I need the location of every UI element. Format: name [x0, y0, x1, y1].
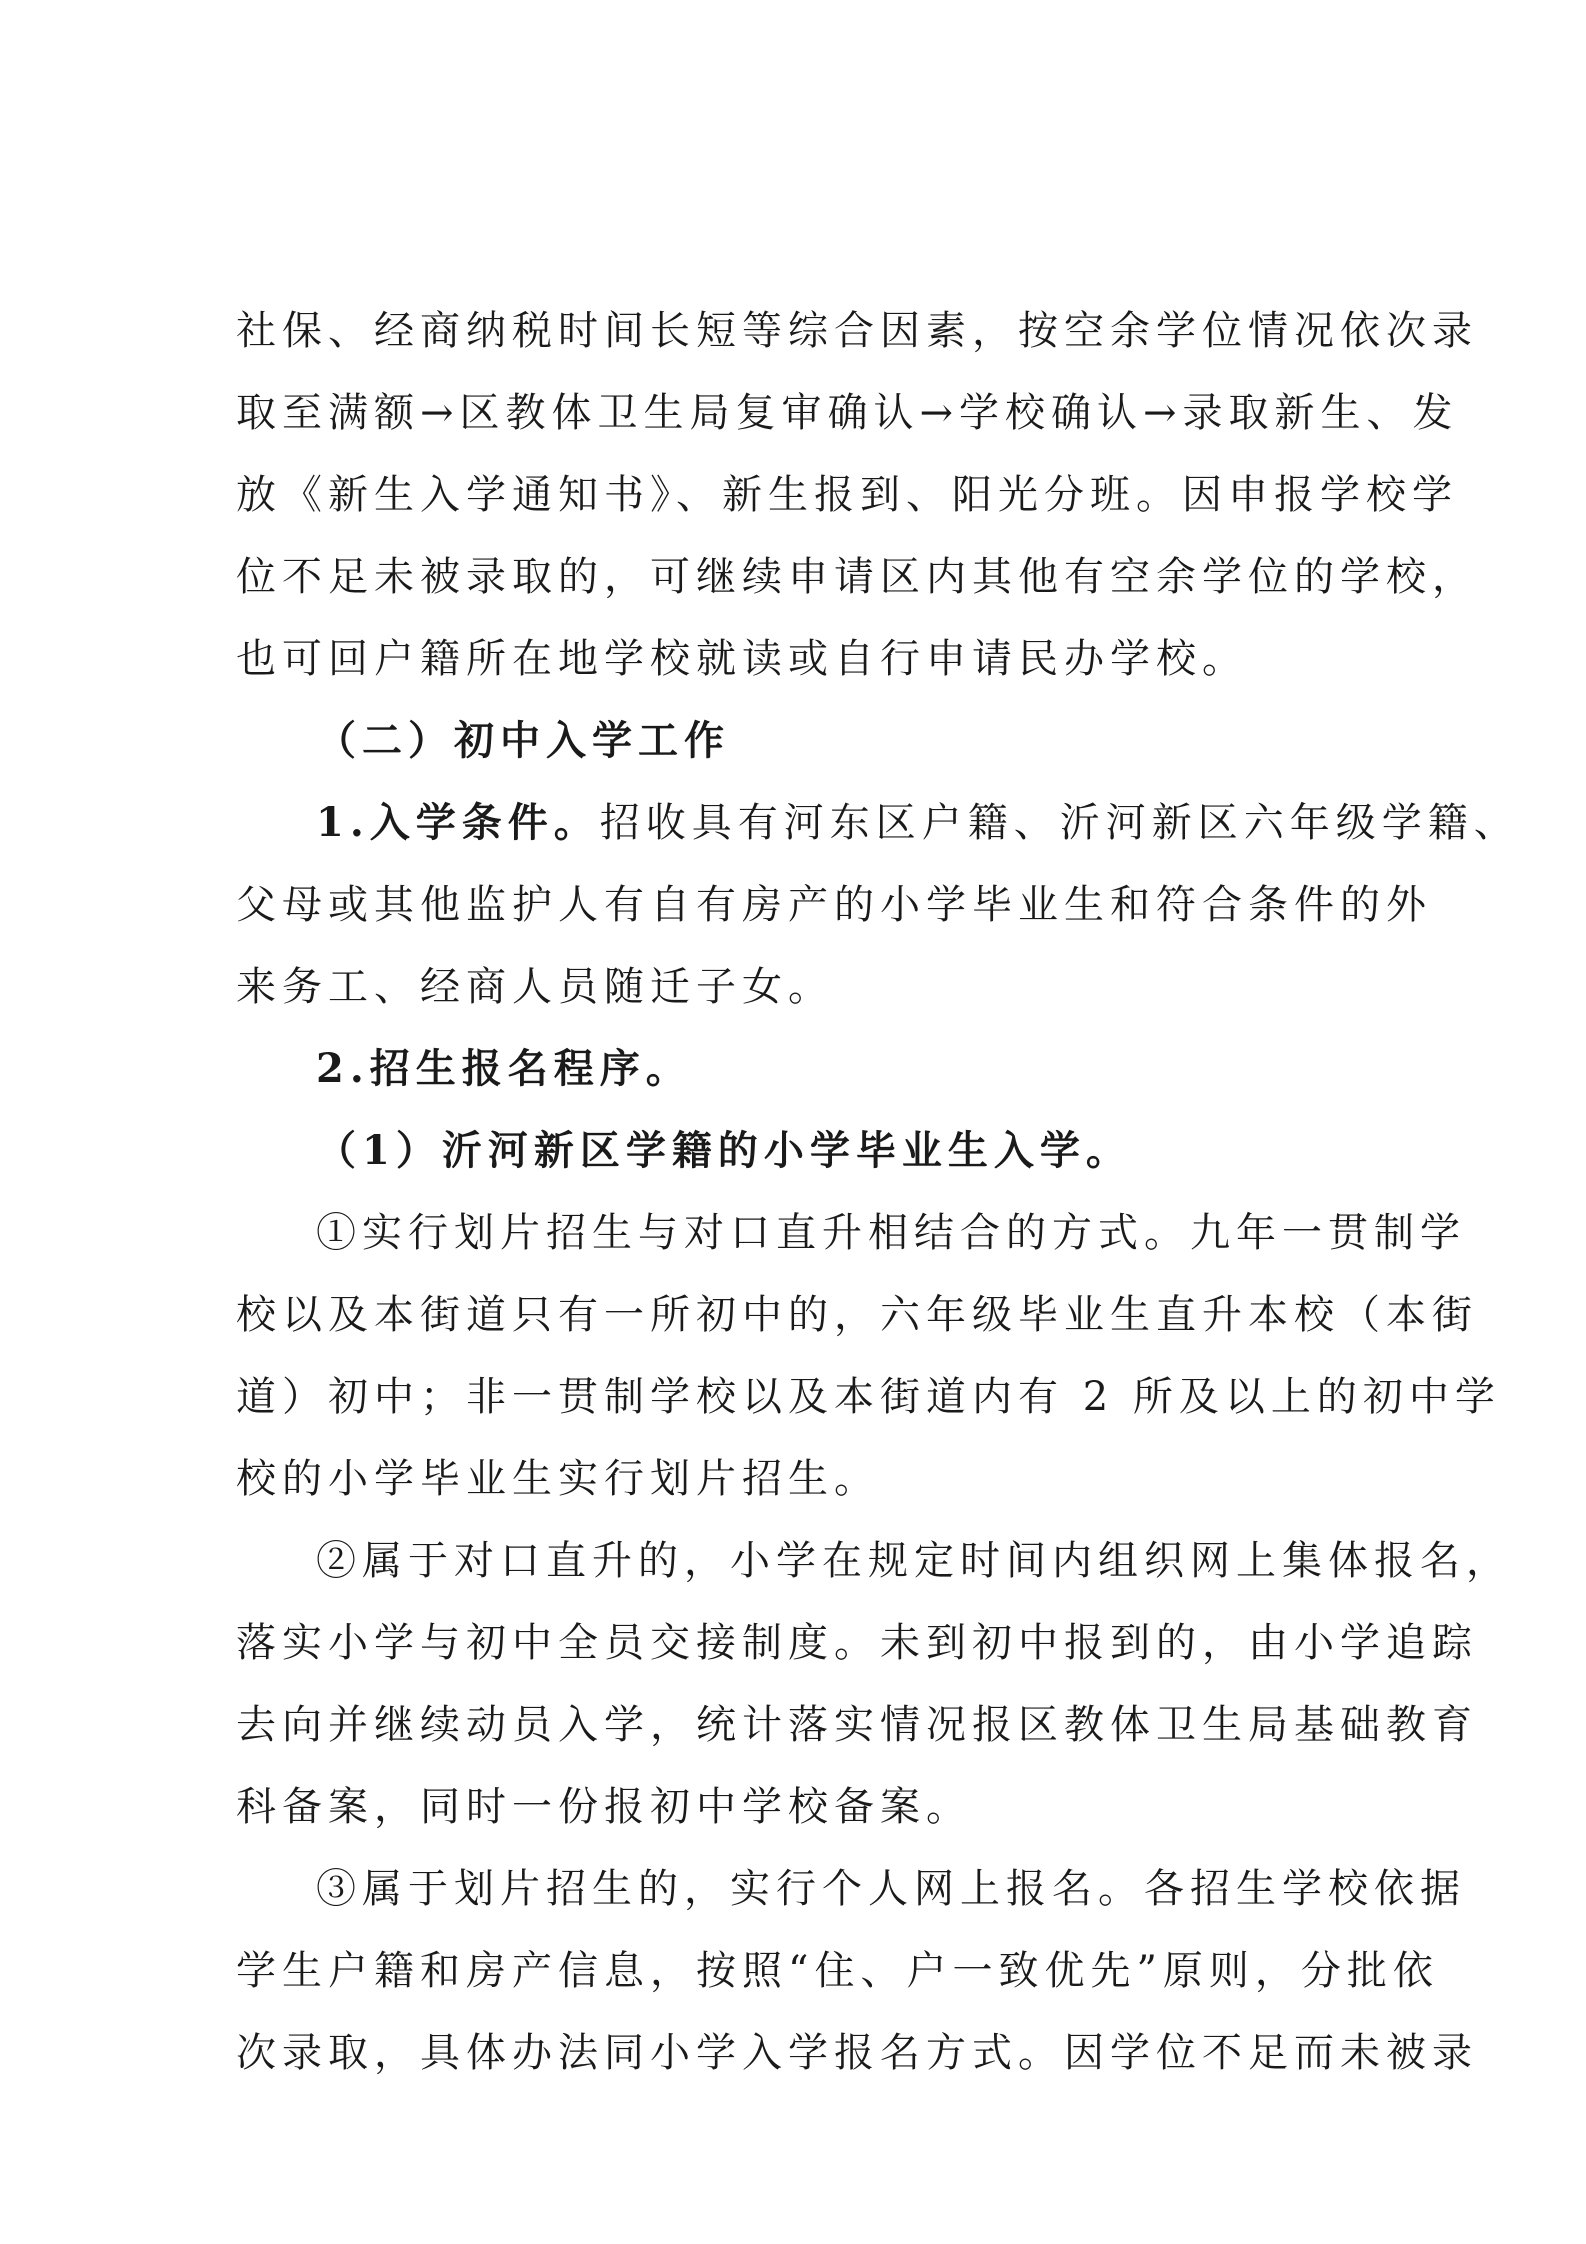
document-body [236, 290, 1520, 2094]
paragraph-line: 取至满额→区教体卫生局复审确认→学校确认→录取新生、发 [236, 390, 1459, 436]
paragraph-line: 次录取，具体办法同小学入学报名方式。因学位不足而未被录 [236, 2030, 1478, 2076]
paragraph-line: 放《新生入学通知书》、新生报到、阳光分班。因申报学校学 [236, 472, 1458, 518]
paragraph-line: 校以及本街道只有一所初中的，六年级毕业生直升本校（本街 [236, 1292, 1478, 1338]
subheading: （1）沂河新区学籍的小学毕业生入学。 [316, 1127, 1132, 1174]
subheading: 2.招生报名程序。 [316, 1045, 692, 1092]
paragraph-line: 道）初中；非一贯制学校以及本街道内有 2 所及以上的初中学 [236, 1374, 1501, 1420]
paragraph-line: 社保、经商纳税时间长短等综合因素，按空余学位情况依次录 [236, 308, 1478, 354]
paragraph-line: 也可回户籍所在地学校就读或自行申请民办学校。 [236, 636, 1248, 682]
paragraph-line: 去向并继续动员入学，统计落实情况报区教体卫生局基础教育 [236, 1702, 1478, 1748]
paragraph-line: 父母或其他监护人有自有房产的小学毕业生和符合条件的外 [236, 882, 1432, 928]
paragraph-line: 来务工、经商人员随迁子女。 [236, 964, 834, 1010]
section-heading: （二）初中入学工作 [316, 717, 730, 764]
paragraph-line: 位不足未被录取的，可继续申请区内其他有空余学位的学校， [236, 554, 1478, 600]
subheading-lead: 1.入学条件。 [316, 799, 600, 846]
paragraph-line: 科备案，同时一份报初中学校备案。 [236, 1784, 972, 1830]
paragraph-line [236, 782, 1520, 864]
paragraph-text: 招收具有河东区户籍、沂河新区六年级学籍、 [599, 800, 1520, 846]
paragraph-line: ②属于对口直升的，小学在规定时间内组织网上集体报名， [316, 1538, 1512, 1584]
paragraph-line: 学生户籍和房产信息，按照“住、户一致优先”原则，分批依 [236, 1948, 1439, 1994]
paragraph-line: 校的小学毕业生实行划片招生。 [236, 1456, 880, 1502]
paragraph-line: ①实行划片招生与对口直升相结合的方式。九年一贯制学 [316, 1210, 1466, 1256]
paragraph-line: 落实小学与初中全员交接制度。未到初中报到的，由小学追踪 [236, 1620, 1478, 1666]
paragraph-line: ③属于划片招生的，实行个人网上报名。各招生学校依据 [316, 1866, 1466, 1912]
